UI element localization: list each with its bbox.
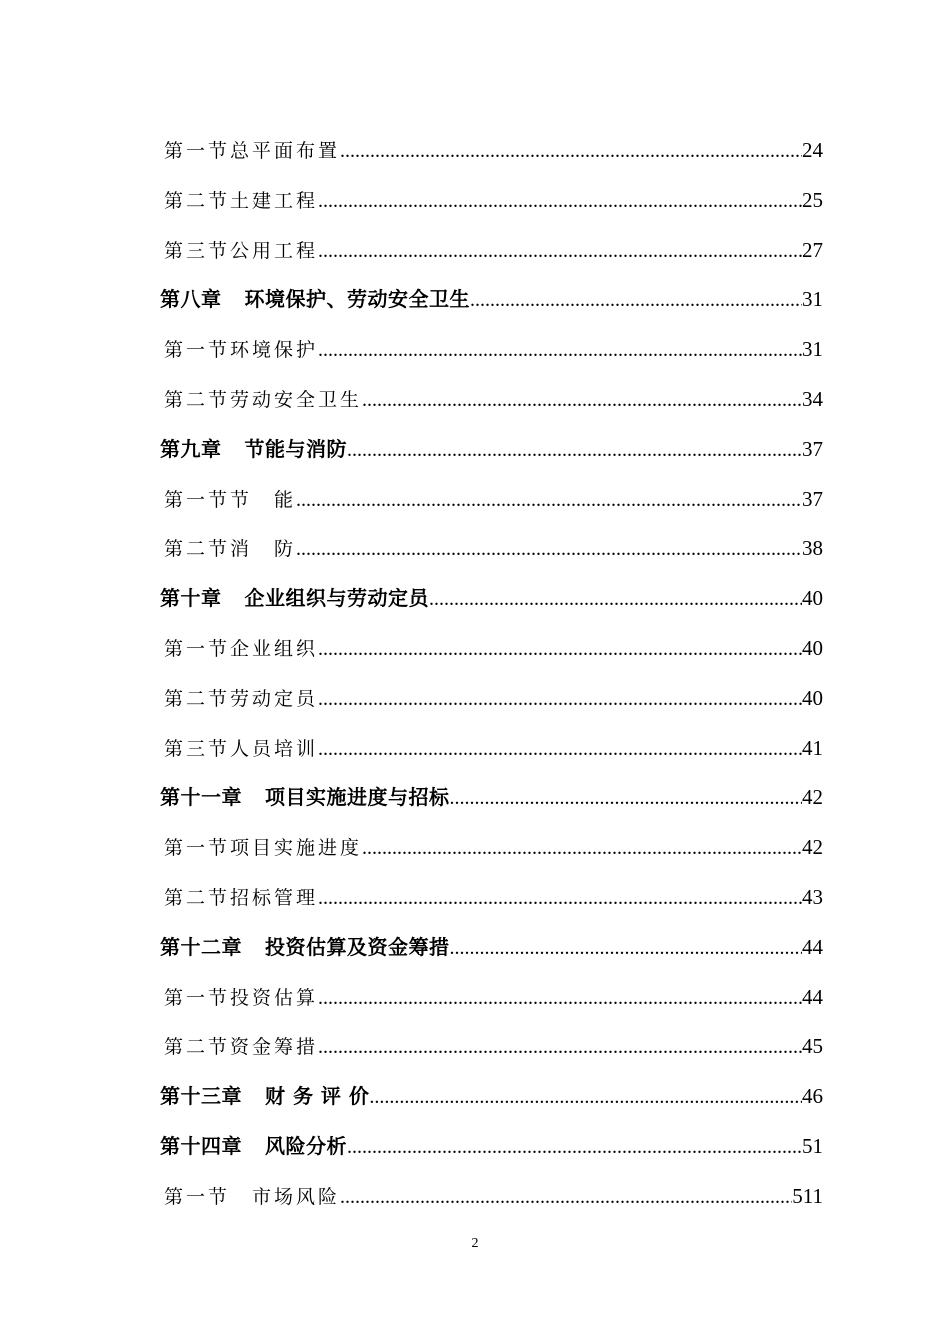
toc-section-entry[interactable] <box>160 126 823 176</box>
toc-dot-leader <box>470 276 802 326</box>
toc-dot-leader <box>347 426 802 476</box>
toc-entry-number: 第二节 <box>164 1036 231 1059</box>
toc-entry-title: 环境保护、劳动安全卫生 <box>244 287 470 312</box>
toc-section-entry[interactable] <box>160 624 823 674</box>
toc-dot-leader <box>429 575 802 625</box>
toc-entry-page: 511 <box>792 1183 823 1208</box>
toc-entry-page: 37 <box>802 436 823 461</box>
toc-entry-page: 44 <box>802 934 823 959</box>
toc-entry-title: 土建工程 <box>230 189 319 212</box>
toc-dot-leader <box>340 127 802 177</box>
toc-entry-title: 风险分析 <box>265 1133 347 1158</box>
toc-entry-page: 27 <box>802 237 823 262</box>
toc-entry-title: 公用工程 <box>230 239 319 262</box>
toc-entry-page: 41 <box>802 735 823 760</box>
toc-entry-page: 37 <box>802 486 823 511</box>
toc-entry-page: 34 <box>802 386 823 411</box>
toc-entry-number: 第一节 <box>164 339 231 362</box>
toc-entry-page: 51 <box>802 1133 823 1158</box>
toc-entry-number: 第二节 <box>164 189 231 212</box>
toc-section-entry[interactable] <box>160 524 823 574</box>
toc-chapter-entry[interactable] <box>160 773 823 823</box>
toc-entry-page: 44 <box>802 984 823 1009</box>
toc-section-entry[interactable] <box>160 873 823 923</box>
toc-section-entry[interactable] <box>160 823 823 873</box>
toc-entry-title: 资金筹措 <box>230 1036 319 1059</box>
toc-section-entry[interactable] <box>160 325 823 375</box>
toc-dot-leader <box>318 675 802 725</box>
toc-section-entry[interactable] <box>160 724 823 774</box>
toc-entry-title: 项目实施进度 <box>230 837 363 860</box>
toc-dot-leader <box>450 924 803 974</box>
toc-entry-title: 企业组织 <box>230 637 319 660</box>
toc-dot-leader <box>362 824 802 874</box>
toc-entry-title: 招标管理 <box>230 886 319 909</box>
toc-entry-page: 40 <box>802 586 823 611</box>
toc-entry-number: 第八章 <box>160 287 222 312</box>
toc-chapter-entry[interactable] <box>160 574 823 624</box>
toc-entry-title: 劳动定员 <box>230 687 319 710</box>
toc-entry-page: 31 <box>802 287 823 312</box>
toc-dot-leader <box>318 326 802 376</box>
toc-entry-title: 节 能 <box>230 488 297 511</box>
toc-section-entry[interactable] <box>160 674 823 724</box>
toc-section-entry[interactable] <box>160 176 823 226</box>
toc-entry-page: 40 <box>802 685 823 710</box>
toc-entry-number: 第二节 <box>164 886 231 909</box>
toc-dot-leader <box>318 1023 802 1073</box>
toc-entry-number: 第一节 <box>164 837 231 860</box>
toc-entry-title: 人员培训 <box>230 737 319 760</box>
toc-entry-title: 劳动安全卫生 <box>230 388 363 411</box>
toc-entry-title: 项目实施进度与招标 <box>265 785 450 810</box>
toc-dot-leader <box>318 227 802 277</box>
toc-entry-number: 第一节 <box>164 140 231 162</box>
toc-dot-leader <box>318 725 802 775</box>
toc-entry-title: 财 务 评 价 <box>265 1084 370 1109</box>
toc-entry-page: 43 <box>802 884 823 909</box>
toc-section-entry[interactable] <box>160 1022 823 1072</box>
toc-entry-page: 40 <box>802 635 823 660</box>
toc-entry-title: 节能与消防 <box>244 436 347 461</box>
toc-dot-leader <box>318 625 802 675</box>
toc-entry-number: 第三节 <box>164 239 231 262</box>
toc-entry-number: 第十二章 <box>160 934 242 959</box>
toc-section-entry[interactable] <box>160 973 823 1023</box>
toc-entry-page: 42 <box>802 785 823 810</box>
toc-dot-leader <box>318 874 802 924</box>
toc-entry-title: 环境保护 <box>230 339 319 362</box>
toc-entry-title: 企业组织与劳动定员 <box>244 586 429 611</box>
toc-chapter-entry[interactable] <box>160 1122 823 1172</box>
toc-chapter-entry[interactable] <box>160 425 823 475</box>
toc-entry-title: 消 防 <box>230 538 297 561</box>
toc-entry-number: 第十三章 <box>160 1084 242 1109</box>
toc-section-entry[interactable] <box>160 226 823 276</box>
toc-entry-number: 第二节 <box>164 388 231 411</box>
toc-entry-number: 第十章 <box>160 586 222 611</box>
toc-entry-number: 第二节 <box>164 538 231 561</box>
toc-chapter-entry[interactable] <box>160 1072 823 1122</box>
toc-dot-leader <box>450 774 803 824</box>
toc-dot-leader <box>362 376 802 426</box>
toc-entry-number: 第十一章 <box>160 785 242 810</box>
toc-entry-number: 第一节 <box>164 637 231 660</box>
toc-section-entry[interactable] <box>160 375 823 425</box>
toc-entry-page: 42 <box>802 835 823 860</box>
toc-entry-page: 25 <box>802 187 823 212</box>
toc-entry-number: 第十四章 <box>160 1133 242 1158</box>
toc-entry-page: 24 <box>802 138 823 162</box>
toc-dot-leader <box>340 1173 792 1223</box>
toc-chapter-entry[interactable] <box>160 275 823 325</box>
toc-entry-number: 第一节 <box>164 986 231 1009</box>
toc-dot-leader <box>318 177 802 227</box>
toc-dot-leader <box>296 476 802 526</box>
toc-dot-leader <box>296 525 802 575</box>
toc-entry-title: 市场风险 <box>230 1185 341 1208</box>
toc-dot-leader <box>318 974 802 1024</box>
toc-section-entry[interactable] <box>160 475 823 525</box>
toc-entry-number: 第三节 <box>164 737 231 760</box>
toc-entry-page: 45 <box>802 1034 823 1059</box>
toc-entry-title: 投资估算 <box>230 986 319 1009</box>
toc-dot-leader <box>369 1073 802 1123</box>
toc-entry-number: 第九章 <box>160 436 222 461</box>
toc-chapter-entry[interactable] <box>160 923 823 973</box>
table-of-contents <box>160 126 823 1222</box>
toc-section-entry[interactable] <box>160 1172 823 1222</box>
toc-entry-title: 总平面布置 <box>230 140 341 162</box>
toc-entry-number: 第二节 <box>164 687 231 710</box>
toc-entry-number: 第一节 <box>164 488 231 511</box>
page-number: 2 <box>471 1236 479 1251</box>
toc-entry-page: 38 <box>802 536 823 561</box>
toc-entry-title: 投资估算及资金筹措 <box>265 934 450 959</box>
toc-entry-number: 第一节 <box>164 1185 231 1208</box>
toc-entry-page: 46 <box>802 1084 823 1109</box>
toc-dot-leader <box>347 1123 802 1173</box>
toc-entry-page: 31 <box>802 337 823 362</box>
